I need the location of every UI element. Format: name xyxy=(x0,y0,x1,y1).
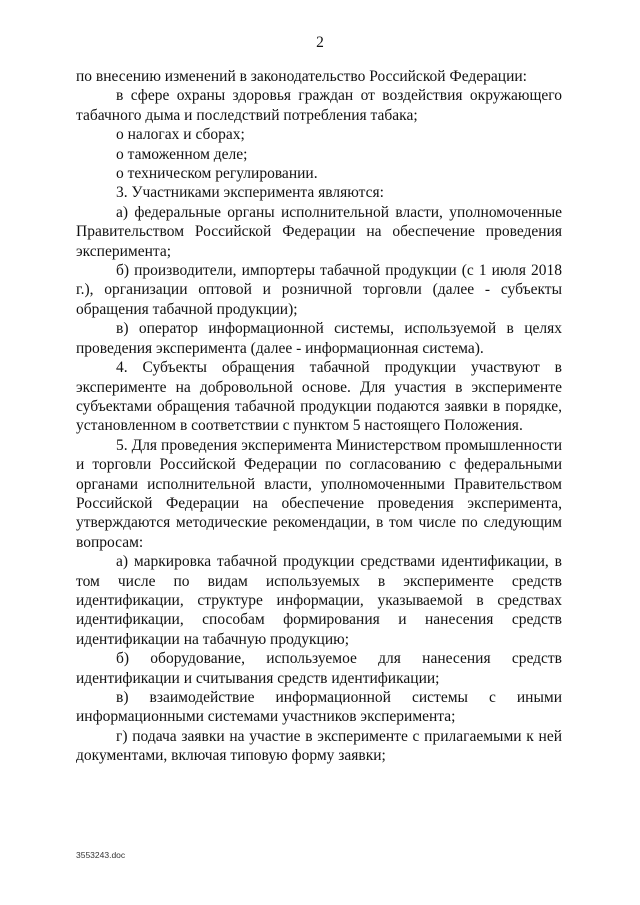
paragraph: в сфере охраны здоровья граждан от воздействия окружающего табачного дыма и последствий потребления табака; xyxy=(76,87,562,124)
paragraph: в) оператор информационной системы, используемой в целях проведения эксперимента (далее - информационная система). xyxy=(76,320,562,357)
paragraph: о таможенном деле; xyxy=(116,145,248,163)
paragraph: а) маркировка табачной продукции средствами идентификации, в том числе по видам используемых в эксперименте средств идентификации, структуре информации, указываемой в средствах идентификации, способам формирования и нанесения средств идентификации на табачную продукцию; xyxy=(76,553,562,648)
paragraph: г) подача заявки на участие в эксперименте с прилагаемыми к ней документами, включая типовую форму заявки; xyxy=(76,727,562,765)
paragraph: о техническом регулировании. xyxy=(116,165,318,183)
paragraph: по внесению изменений в законодательство Российской Федерации: xyxy=(76,68,527,85)
paragraph: в) взаимодействие информационной системы с иными информационными системами участников эксперимента; xyxy=(76,689,562,726)
document-body xyxy=(76,67,562,766)
paragraph: 3. Участниками эксперимента являются: xyxy=(116,184,384,202)
paragraph: а) федеральные органы исполнительной власти, уполномоченные Правительством Российской Федерации на обеспечение проведения эксперимента; xyxy=(76,203,562,260)
paragraph: 4. Субъекты обращения табачной продукции участвуют в эксперименте на добровольной основе. Для участия в эксперименте субъектами обращения табачной продукции подаются заявки в порядке, установленном в соответствии с пунктом 5 настоящего Положения. xyxy=(76,359,562,435)
paragraph: б) оборудование, используемое для нанесения средств идентификации и считывания средств идентификации; xyxy=(76,650,562,687)
page-number: 2 xyxy=(316,34,324,51)
paragraph: б) производители, импортеры табачной продукции (с 1 июля 2018 г.), организации оптовой и розничной торговли (далее - субъекты обращения табачной продукции); xyxy=(76,262,562,318)
document-filename: 3553243.doc xyxy=(76,850,126,860)
paragraph: о налогах и сборах; xyxy=(116,126,245,144)
paragraph: 5. Для проведения эксперимента Министерством промышленности и торговли Российской Федерации по согласованию с федеральными органами исполнительной власти, уполномоченными Правительством Российской Федерации на обеспечение проведения эксперимента, утверждаются методические рекомендации, в том числе по следующим вопросам: xyxy=(76,436,562,551)
